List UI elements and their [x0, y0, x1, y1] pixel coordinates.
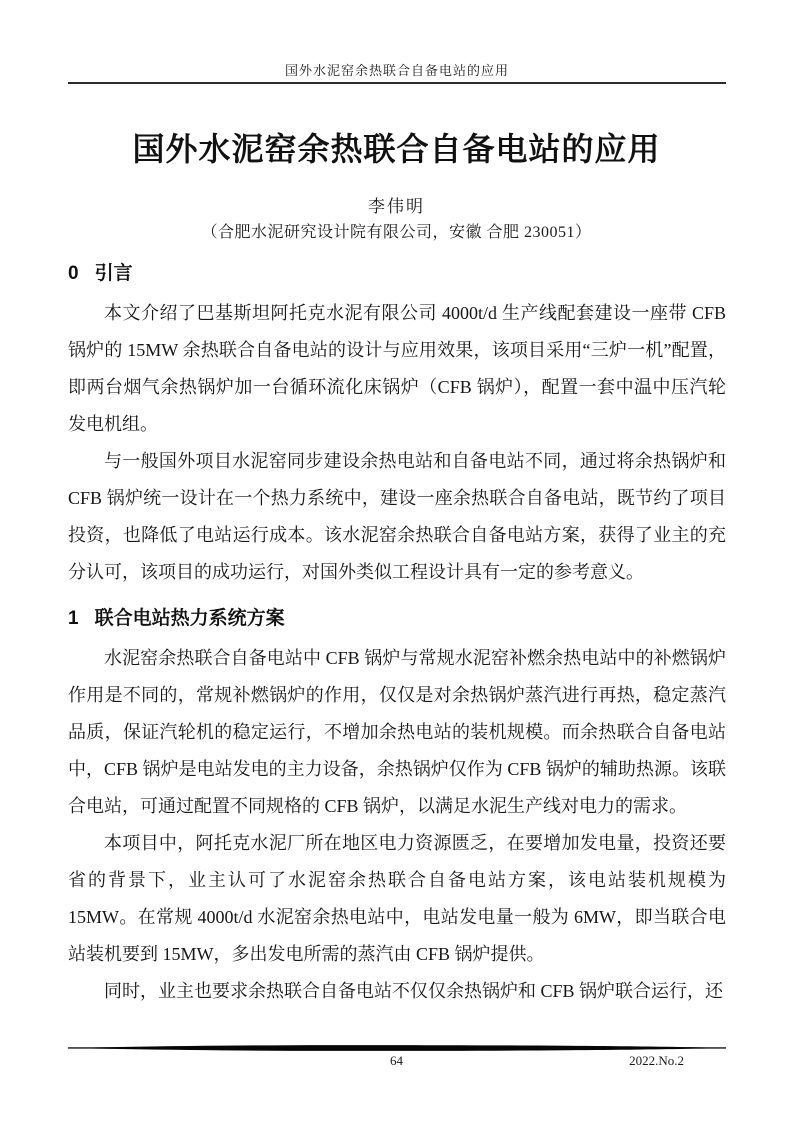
section-heading-label: 联合电站热力系统方案: [94, 608, 285, 629]
section-heading-thermal-system: [68, 603, 726, 630]
footer-tapered-rule: [68, 1044, 726, 1052]
body-paragraph: 本项目中，阿托克水泥厂所在地区电力资源匮乏，在要增加发电量，投资还要省的背景下，业主认可了水泥窑余热联合自备电站方案，该电站装机规模为 15MW。在常规 4000t/d 水泥窑余热电站中，电站发电量一般为 6MW，即当联合电站装机要到 15MW，多出发电所需的蒸汽由 CFB 锅炉提供。: [68, 833, 726, 964]
article-title: 国外水泥窑余热联合自备电站的应用: [132, 131, 661, 167]
article-body: [68, 258, 726, 1010]
section-heading-introduction: [68, 258, 726, 285]
section-number: 0: [68, 263, 79, 284]
footer-issue-label: 2022.No.2: [629, 1053, 684, 1068]
body-paragraph: 与一般国外项目水泥窑同步建设余热电站和自备电站不同，通过将余热锅炉和 CFB 锅炉统一设计在一个热力系统中，建设一座余热联合自备电站，既节约了项目投资，也降低了电站运行成本。该水泥窑余热联合自备电站方案，获得了业主的充分认可，该项目的成功运行，对国外类似工程设计具有一定的参考意义。: [68, 451, 726, 582]
running-head: 国外水泥窑余热联合自备电站的应用: [284, 63, 509, 78]
body-paragraph: 同时，业主也要求余热联合自备电站不仅仅余热锅炉和 CFB 锅炉联合运行，还: [104, 981, 724, 1001]
author-affiliation: （合肥水泥研究设计院有限公司，安徽 合肥 230051）: [201, 224, 592, 241]
author-name: 李伟明: [368, 197, 425, 216]
section-heading-label: 引言: [94, 263, 133, 284]
body-paragraph: 水泥窑余热联合自备电站中 CFB 锅炉与常规水泥窑补燃余热电站中的补燃锅炉作用是不同的，常规补燃锅炉的作用，仅仅是对余热锅炉蒸汽进行再热，稳定蒸汽品质，保证汽轮机的稳定运行，不增加余热电站的装机规模。而余热联合自备电站中，CFB 锅炉是电站发电的主力设备，余热锅炉仅作为 CFB 锅炉的辅助热源。该联合电站，可通过配置不同规格的 CFB 锅炉，以满足水泥生产线对电力的需求。: [68, 648, 726, 816]
body-paragraph: 本文介绍了巴基斯坦阿托克水泥有限公司 4000t/d 生产线配套建设一座带 CFB 锅炉的 15MW 余热联合自备电站的设计与应用效果，该项目采用“三炉一机”配置，即两台烟气余热锅炉加一台循环流化床锅炉（CFB 锅炉），配置一套中温中压汽轮发电机组。: [68, 303, 726, 434]
footer-page-number: 64: [390, 1053, 403, 1068]
header-rule: [68, 82, 726, 84]
section-number: 1: [68, 608, 79, 629]
